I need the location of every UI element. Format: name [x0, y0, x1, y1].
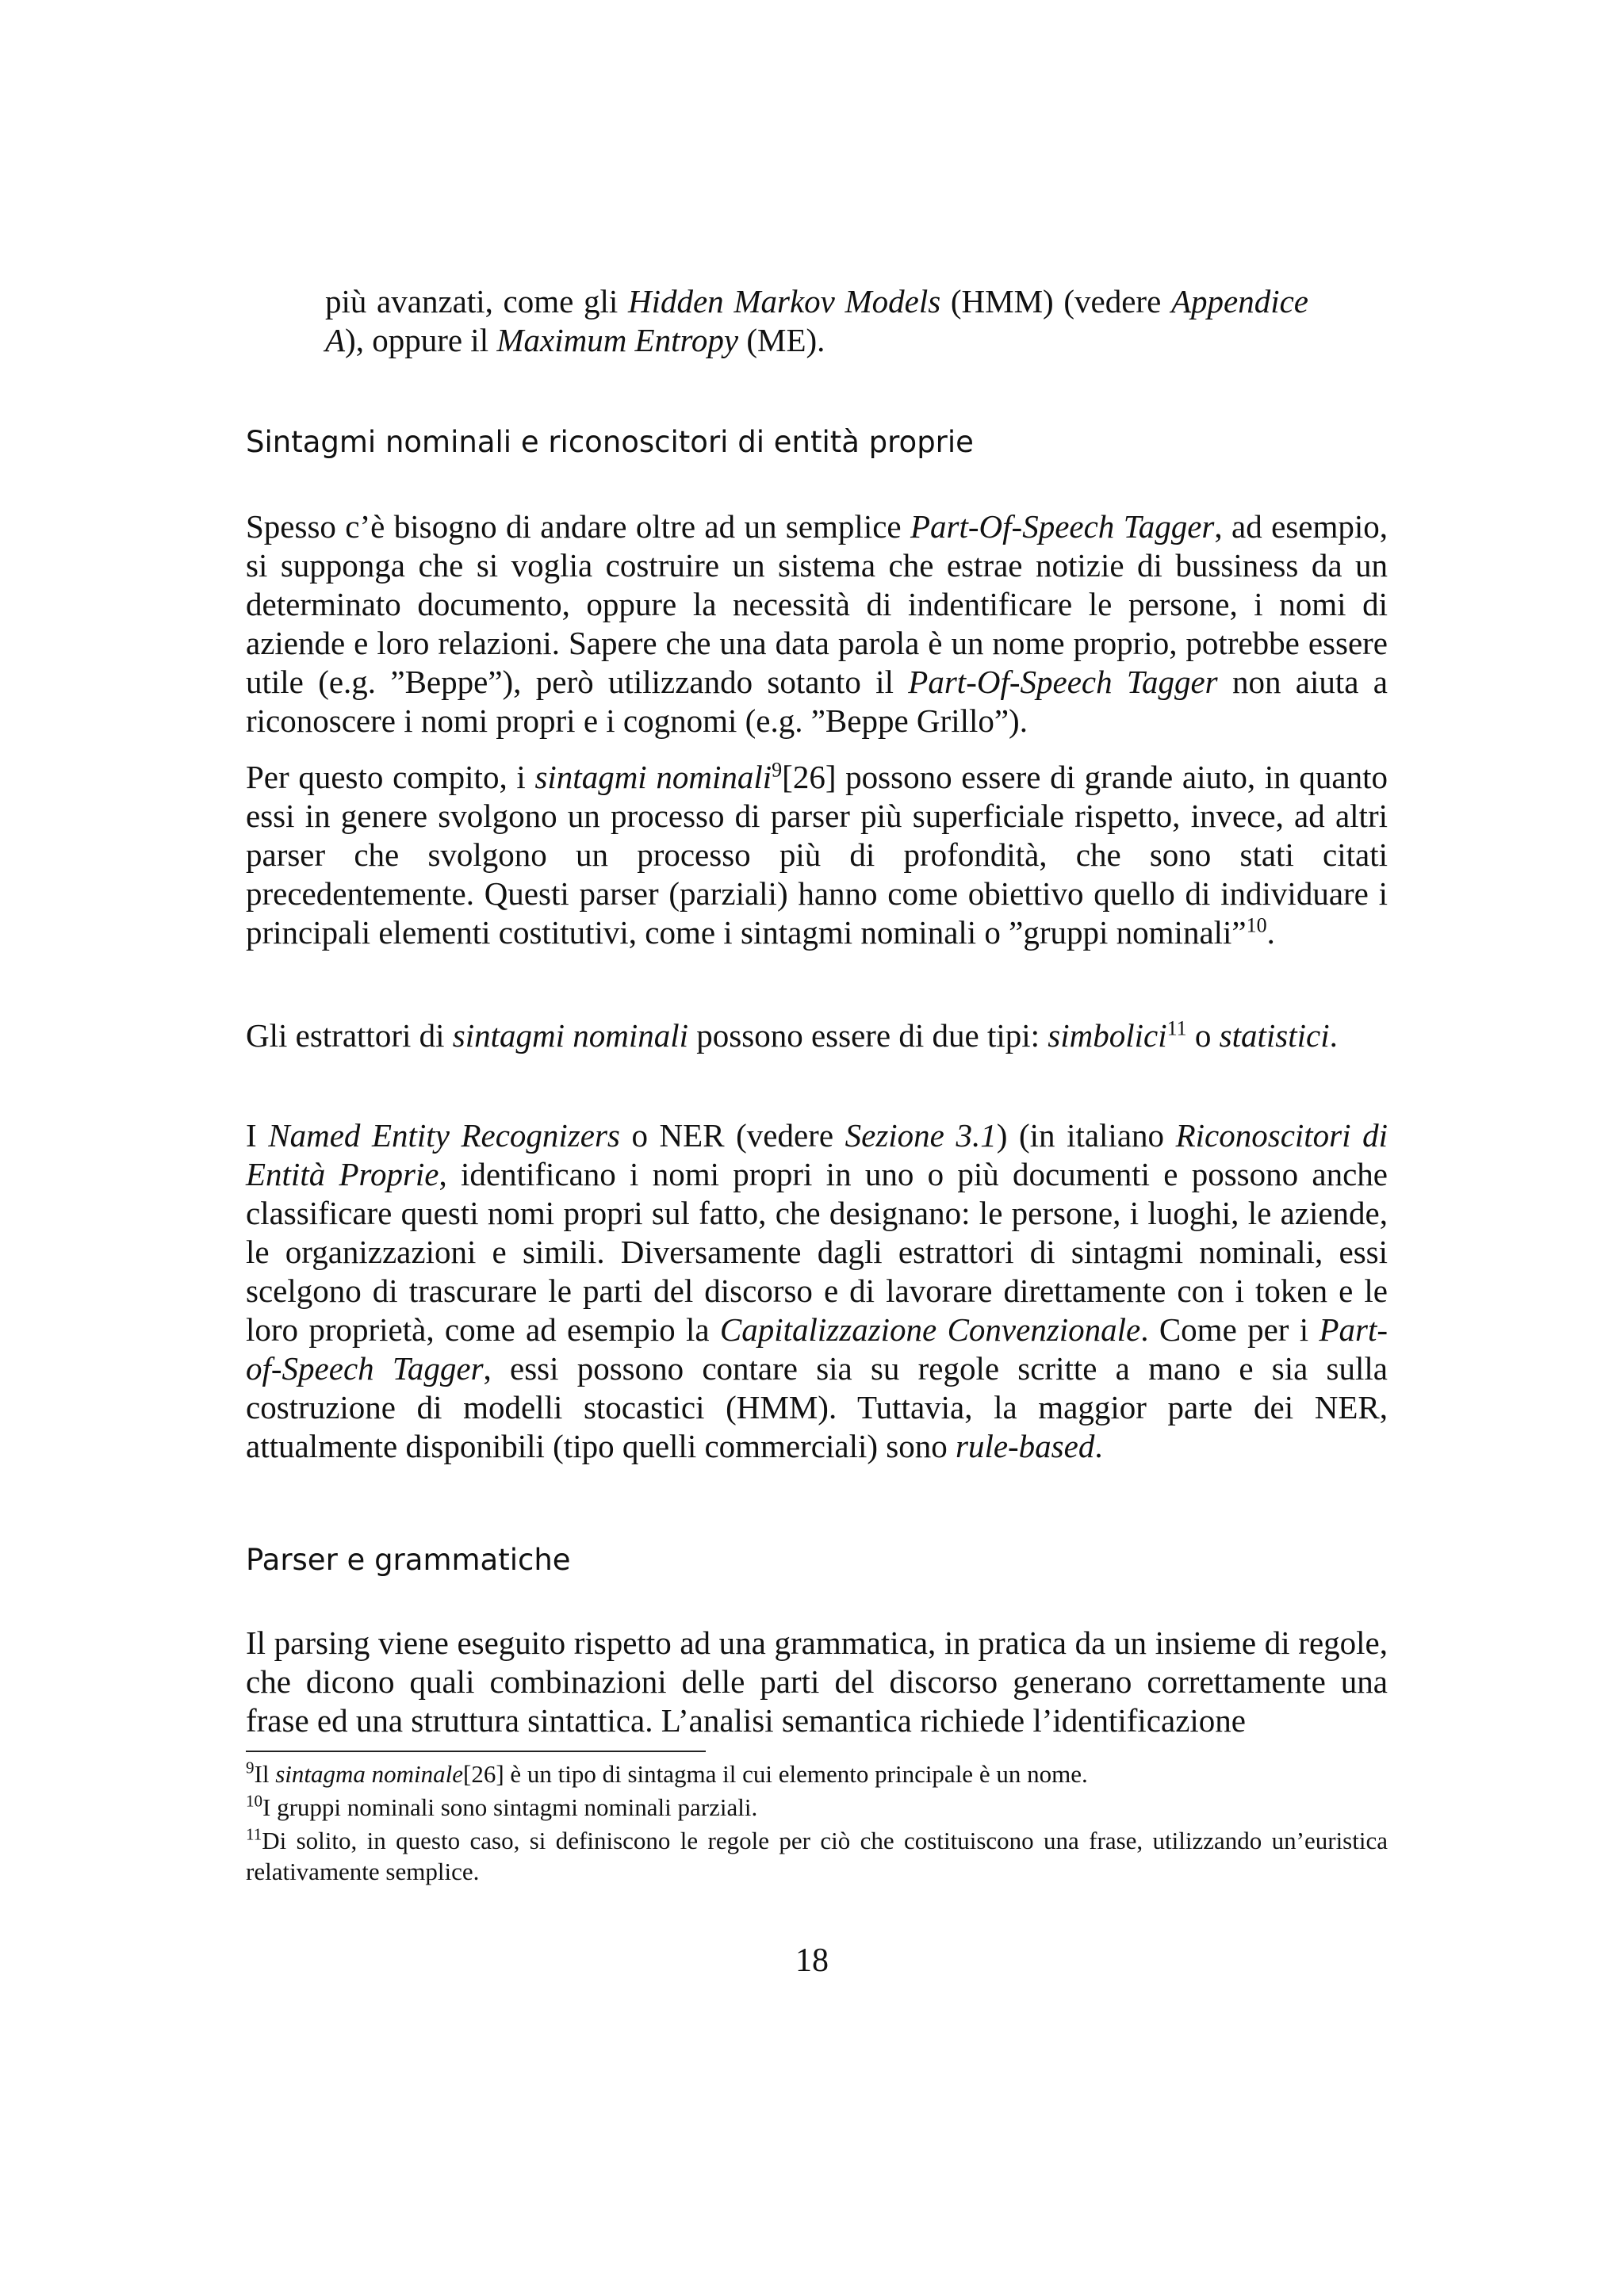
intro-paragraph: più avanzati, come gli Hidden Markov Models (HMM) (vedere Appendice A), oppure il Maximum Entropy (ME). — [325, 283, 1308, 358]
section-heading-parser: Parser e grammatiche — [246, 1543, 571, 1577]
footnote-10: $^{10}$I gruppi nominali sono sintagmi nominali parziali. — [246, 1791, 758, 1821]
paragraph-per-questo: Per questo compito, i sintagmi nominali$^9$[26] possono essere di grande aiuto, in quanto essi in genere svolgono un processo di parser più superficiale rispetto, invece, ad altri parser che svolgono un processo più di profondità, che sono stati citati precedentemente. Questi parser (parziali) hanno come obiettivo quello di individuare i principali elementi costitutivi, come i sintagmi nominali o ”gruppi nominali”$^{10}$. — [246, 758, 1388, 951]
footnote-ref-9[interactable]: 9 — [772, 758, 783, 782]
paragraph-parsing: Il parsing viene eseguito rispetto ad una grammatica, in pratica da un insieme di regole, che dicono quali combinazioni delle parti del discorso generano correttamente una frase ed una struttura sintattica. L’analisi semantica richiede l’identificazione — [246, 1624, 1388, 1739]
footnote-ref-11[interactable]: 11 — [1166, 1016, 1187, 1040]
footnote-9: $^9$Il sintagma nominale[26] è un tipo di sintagma il cui elemento principale è un nome. — [246, 1758, 1088, 1788]
section-heading-sintagmi: Sintagmi nominali e riconoscitori di entità proprie — [246, 425, 974, 459]
paragraph-estrattori: Gli estrattori di sintagmi nominali possono essere di due tipi: simbolici$^{11}$ o statistici. — [246, 1016, 1338, 1054]
footnote-divider — [246, 1751, 706, 1752]
footnote-ref-10[interactable]: 10 — [1246, 913, 1267, 937]
paragraph-spesso: Spesso c’è bisogno di andare oltre ad un semplice Part-Of-Speech Tagger, ad esempio, si supponga che si voglia costruire un sistema che estrae notizie di bussiness da un determinato documento, oppure la necessità di indentificare le persone, i nomi di aziende e loro relazioni. Sapere che una data parola è un nome proprio, potrebbe essere utile (e.g. ”Beppe”), però utilizzando sotanto il Part-Of-Speech Tagger non aiuta a riconoscere i nomi propri e i cognomi (e.g. ”Beppe Grillo”). — [246, 508, 1388, 739]
paragraph-ner: I Named Entity Recognizers o NER (vedere Sezione 3.1) (in italiano Riconoscitori di Entità Proprie, identificano i nomi propri in uno o più documenti e possono anche classificare questi nomi propri sul fatto, che designano: le persone, i luoghi, le aziende, le organizzazioni e simili. Diversamente dagli estrattori di sintagmi nominali, essi scelgono di trascurare le parti del discorso e di lavorare direttamente con i token e le loro proprietà, come ad esempio la Capitalizzazione Convenzionale. Come per i Part-of-Speech Tagger, essi possono contare sia su regole scritte a mano e sia sulla costruzione di modelli stocastici (HMM). Tuttavia, la maggior parte dei NER, attualmente disponibili (tipo quelli commerciali) sono rule-based. — [246, 1117, 1388, 1464]
footnote-11: $^{11}$Di solito, in questo caso, si definiscono le regole per ciò che costituiscono una frase, utilizzando un’euristica relativamente semplice. — [246, 1824, 1388, 1885]
page-number: 18 — [795, 1942, 829, 1979]
